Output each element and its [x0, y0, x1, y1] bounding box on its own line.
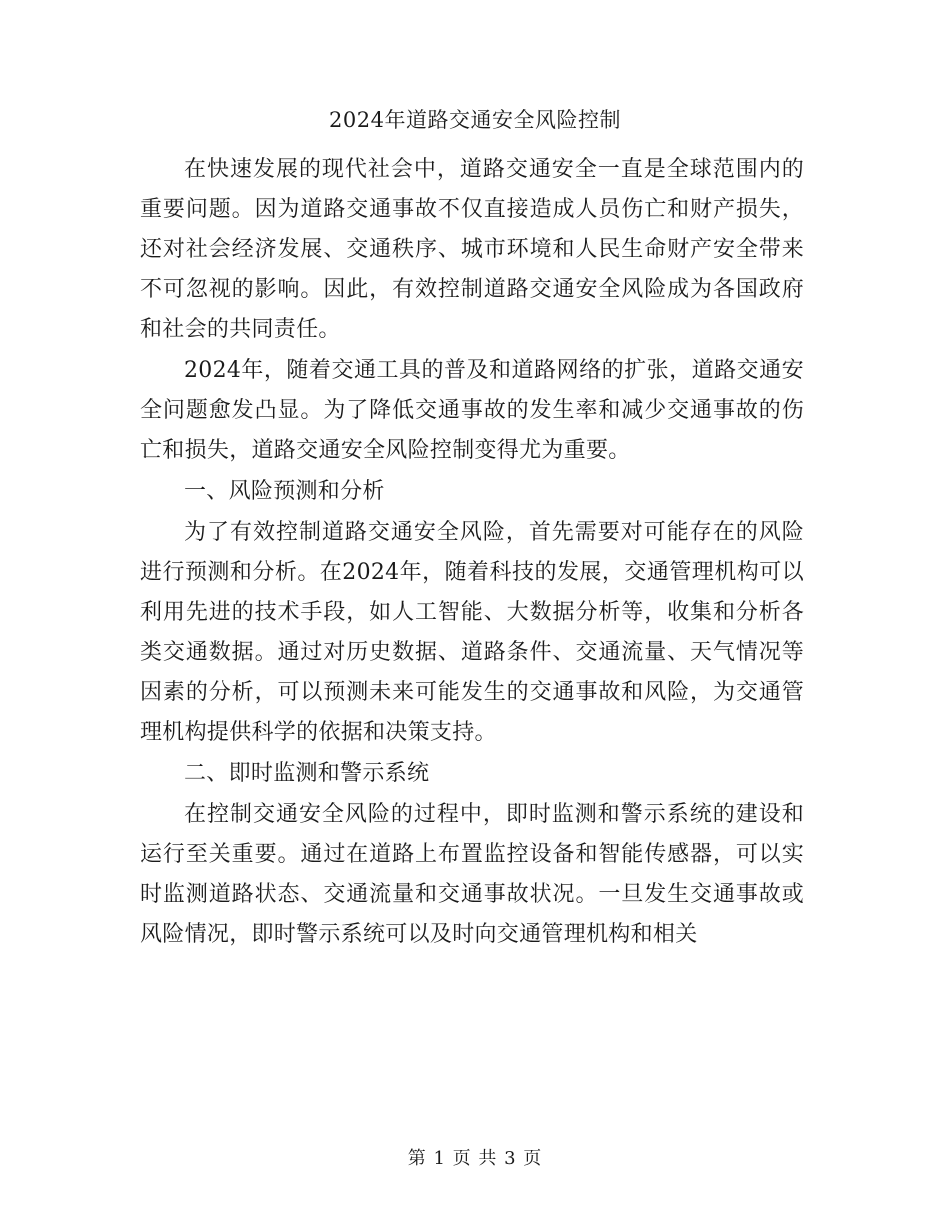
paragraph-2024-background: 2024年，随着交通工具的普及和道路网络的扩张，道路交通安全问题愈发凸显。为了降低交通事故的发生率和减少交通事故的伤亡和损失，道路交通安全风险控制变得尤为重要。 — [140, 358, 804, 463]
page-footer — [0, 1144, 950, 1174]
section-heading-monitoring: 二、即时监测和警示系统 — [184, 761, 430, 786]
document-title: 2024年道路交通安全风险控制 — [329, 108, 621, 132]
paragraph-risk-prediction: 为了有效控制道路交通安全风险，首先需要对可能存在的风险进行预测和分析。在2024年，随着科技的发展，交通管理机构可以利用先进的技术手段，如人工智能、大数据分析等，收集和分析各类交通数据。通过对历史数据、道路条件、交通流量、天气情况等因素的分析，可以预测未来可能发生的交通事故和风险，为交通管理机构提供科学的依据和决策支持。 — [140, 520, 804, 745]
paragraph-monitoring: 在控制交通安全风险的过程中，即时监测和警示系统的建设和运行至关重要。通过在道路上布置监控设备和智能传感器，可以实时监测道路状态、交通流量和交通事故状况。一旦发生交通事故或风险情况，即时警示系统可以及时向交通管理机构和相关 — [140, 802, 804, 947]
paragraph-intro: 在快速发展的现代社会中，道路交通安全一直是全球范围内的重要问题。因为道路交通事故不仅直接造成人员伤亡和财产损失，还对社会经济发展、交通秩序、城市环境和人民生命财产安全带来不可忽视的影响。因此，有效控制道路交通安全风险成为各国政府和社会的共同责任。 — [140, 157, 804, 342]
section-heading-risk-prediction: 一、风险预测和分析 — [184, 479, 385, 504]
document-body — [140, 150, 804, 956]
page-number: 第 1 页 共 3 页 — [407, 1148, 543, 1169]
